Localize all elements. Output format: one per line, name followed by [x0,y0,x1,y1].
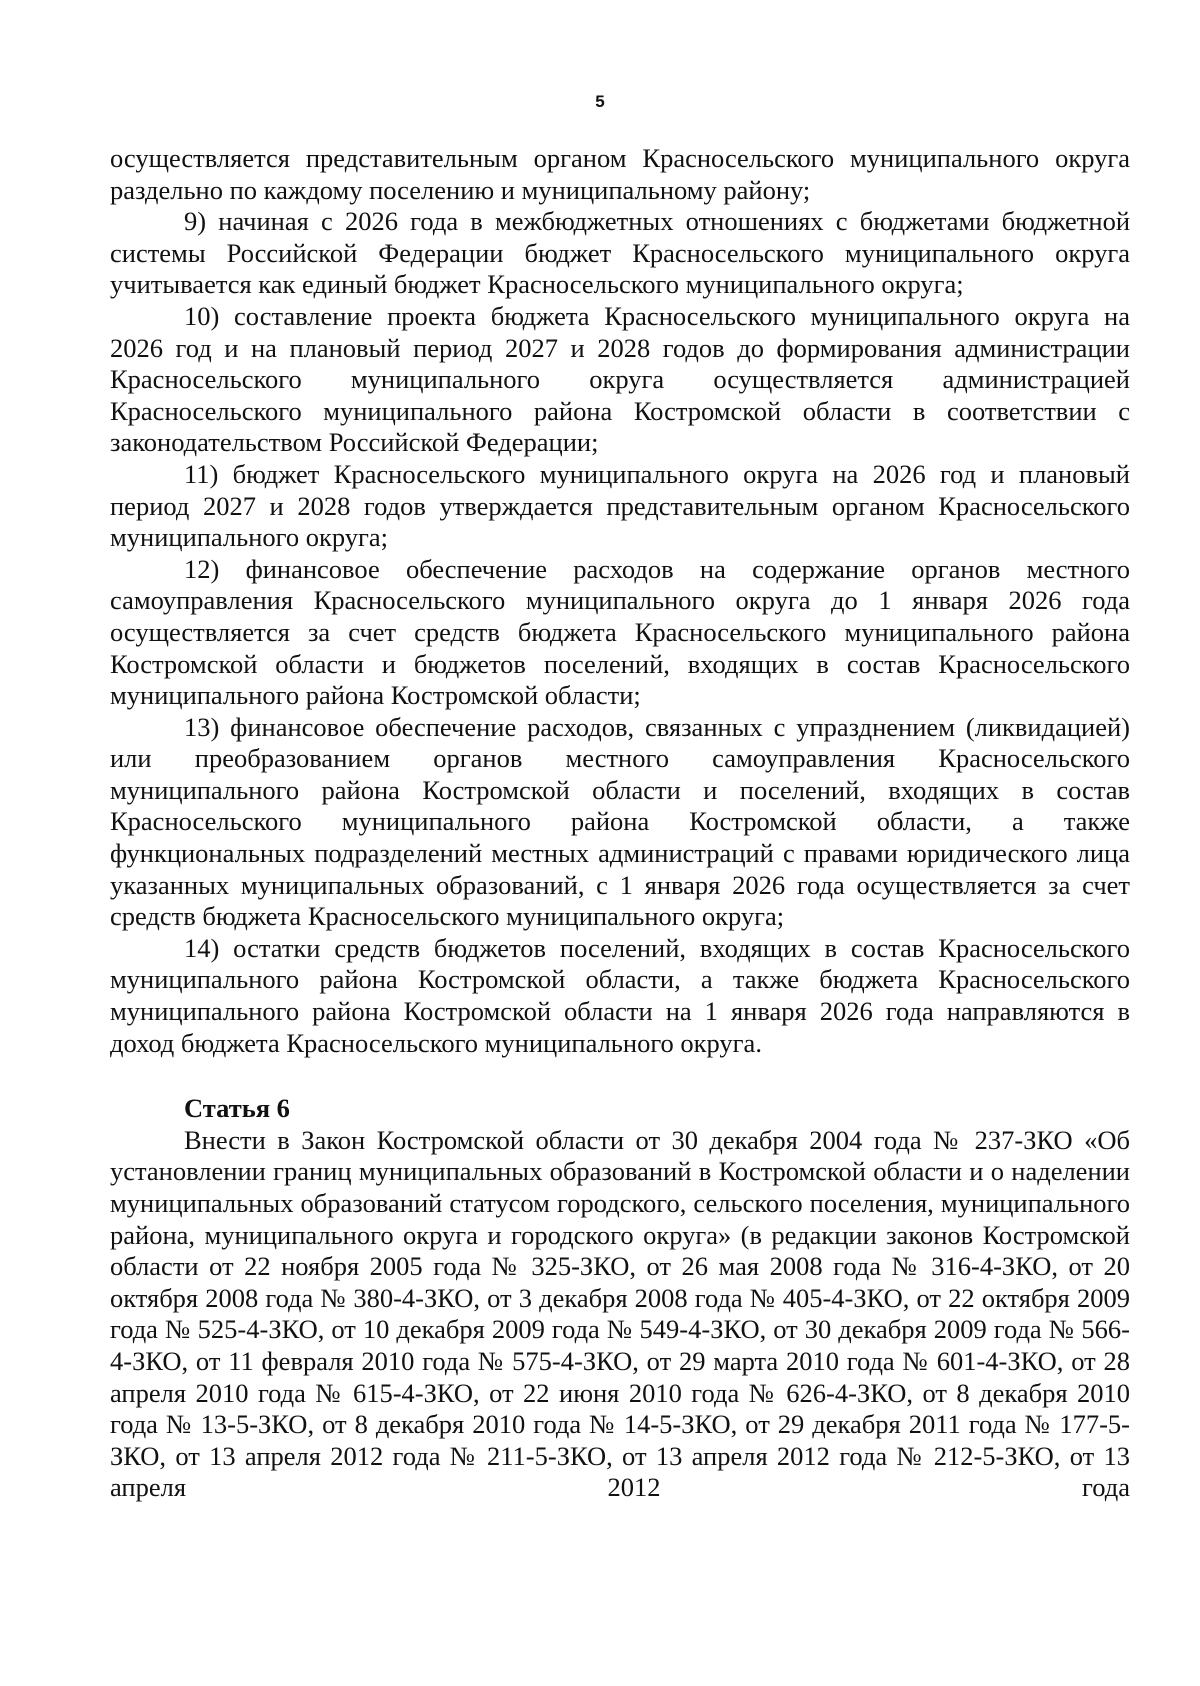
paragraph-item-14: 14) остатки средств бюджетов поселений, входящих в состав Красносельского муниципального района Костромской области, а также бюджета Красносельского муниципального района Костромской области на 1 января 2026 года направляются в доход бюджета Красносельского муниципального округа. [110,932,1130,1058]
paragraph-item-11: 11) бюджет Красносельского муниципального округа на 2026 год и плановый период 2027 и 2028 годов утверждается представительным органом Красносельского муниципального округа; [110,458,1130,553]
page-number: 5 [595,92,605,111]
document-body [110,143,1130,1504]
paragraph-continuation: осуществляется представительным органом Красносельского муниципального округа раздельно по каждому поселению и муниципальному району; [110,143,1130,205]
article-text: Внести в Закон Костромской области от 30 декабря 2004 года № 237-ЗКО «Об установлении границ муниципальных образований в Костромской области и о наделении муниципальных образований статусом городского, сельского поселения, муниципального района, муниципального округа и городского округа» (в редакции законов Костромской области от 22 ноября 2005 года № 325-ЗКО, от 26 мая 2008 года № 316-4-ЗКО, от 20 октября 2008 года № 380-4-ЗКО, от 3 декабря 2008 года № 405-4-ЗКО, от 22 октября 2009 года № 525-4-ЗКО, от 10 декабря 2009 года № 549-4-ЗКО, от 30 декабря 2009 года № 566-4-ЗКО, от 11 февраля 2010 года № 575-4-ЗКО, от 29 марта 2010 года № 601-4-ЗКО, от 28 апреля 2010 года № 615-4-ЗКО, от 22 июня 2010 года № 626-4-ЗКО, от 8 декабря 2010 года № 13-5-ЗКО, от 8 декабря 2010 года № 14-5-ЗКО, от 29 декабря 2011 года № 177-5-ЗКО, от 13 апреля 2012 года № 211-5-ЗКО, от 13 апреля 2012 года № 212-5-ЗКО, от 13 апреля 2012 года [110,1124,1130,1503]
paragraph-item-9: 9) начиная с 2026 года в межбюджетных отношениях с бюджетами бюджетной системы Российской Федерации бюджет Красносельского муниципального округа учитывается как единый бюджет Красносельского муниципального округа; [110,206,1130,300]
paragraph-item-13: 13) финансовое обеспечение расходов, связанных с упразднением (ликвидацией) или преобразованием органов местного самоуправления Красносельского муниципального района Костромской области и поселений, входящих в состав Красносельского муниципального района Костромской области, а также функциональных подразделений местных администраций с правами юридического лица указанных муниципальных образований, с 1 января 2026 года осуществляется за счет средств бюджета Красносельского муниципального округа; [110,711,1130,932]
paragraph-item-10: 10) составление проекта бюджета Красносельского муниципального округа на 2026 год и на плановый период 2027 и 2028 годов до формирования администрации Красносельского муниципального округа осуществляется администрацией Красносельского муниципального района Костромской области в соответствии с законодательством Российской Федерации; [110,300,1130,458]
article-heading: Статья 6 [184,1093,290,1124]
paragraph-item-12: 12) финансовое обеспечение расходов на содержание органов местного самоуправления Красносельского муниципального округа до 1 января 2026 года осуществляется за счет средств бюджета Красносельского муниципального района Костромской области и бюджетов поселений, входящих в состав Красносельского муниципального района Костромской области; [110,553,1130,711]
